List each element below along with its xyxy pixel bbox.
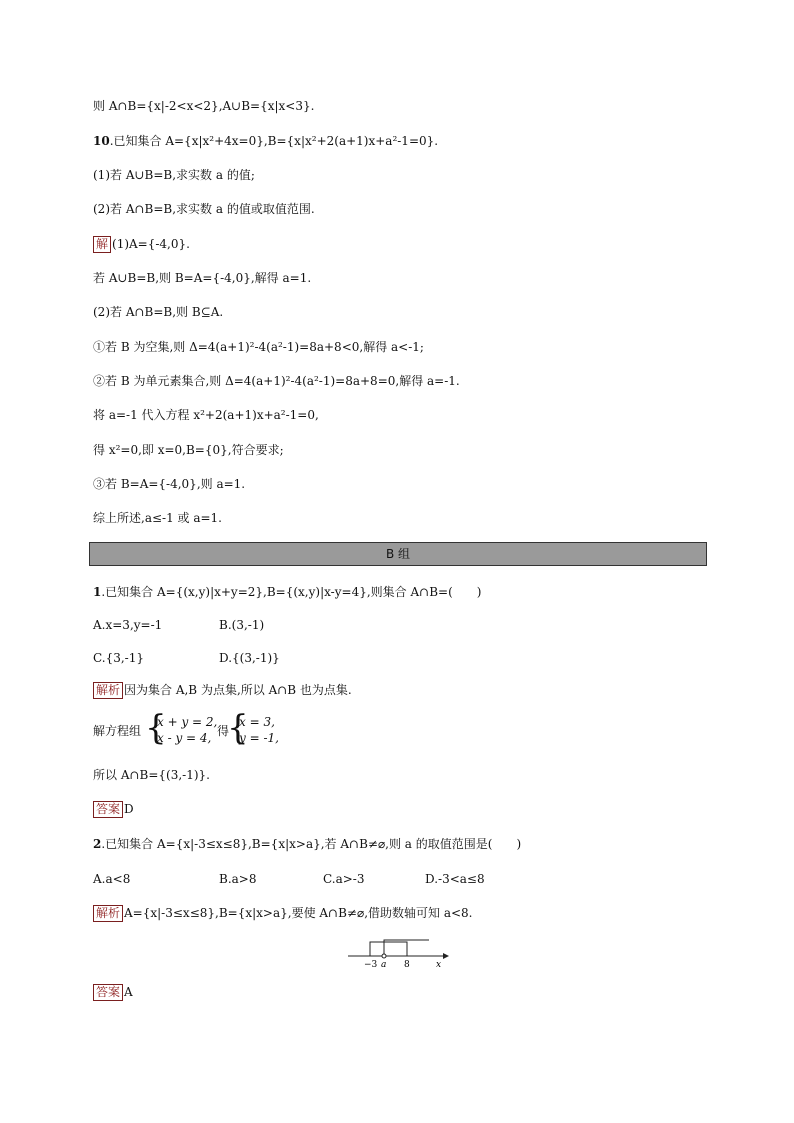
analysis-text: A={x|-3≤x≤8},B={x|x>a},要使 A∩B≠⌀,借助数轴可知 a<8. bbox=[124, 906, 473, 920]
solution-text: (1)A={-4,0}. bbox=[112, 237, 190, 251]
solution-line: ②若 B 为单元素集合,则 Δ=4(a+1)²-4(a²-1)=8a+8=0,解得 a=-1. bbox=[93, 374, 460, 388]
tick-label: −3 bbox=[364, 960, 378, 970]
equation-row: y = -1, bbox=[239, 731, 279, 745]
question-text: .已知集合 A={x|-3≤x≤8},B={x|x>a},若 A∩B≠⌀,则 a 的取值范围是( ) bbox=[101, 837, 522, 851]
option-b: B.a>8 bbox=[219, 872, 257, 886]
question-number: 2 bbox=[93, 837, 102, 851]
option-d: D.-3<a≤8 bbox=[425, 872, 485, 886]
analysis-line bbox=[93, 682, 352, 699]
equation-row: x = 3, bbox=[239, 715, 275, 729]
tick-label: a bbox=[381, 960, 387, 970]
question-text: .已知集合 A={(x,y)|x+y=2},B={(x,y)|x-y=4},则集合 A∩B=( ) bbox=[101, 585, 482, 599]
equation-mid: 得 bbox=[217, 724, 230, 738]
option-c: C.a>-3 bbox=[323, 872, 365, 886]
question-text: .已知集合 A={x|x²+4x=0},B={x|x²+2(a+1)x+a²-1=0}. bbox=[109, 134, 439, 148]
analysis-text: 因为集合 A,B 为点集,所以 A∩B 也为点集. bbox=[124, 683, 352, 697]
solution-line bbox=[93, 236, 190, 253]
arrow-icon bbox=[443, 953, 449, 959]
left-brace-icon: { bbox=[227, 708, 249, 748]
question-2 bbox=[93, 836, 521, 852]
option-a: A.x=3,y=-1 bbox=[93, 618, 163, 632]
axis-label: x bbox=[436, 960, 442, 970]
answer-tag: 答案 bbox=[93, 801, 123, 818]
solution-line: 若 A∪B=B,则 B=A={-4,0},解得 a=1. bbox=[93, 271, 312, 285]
equation-row: x + y = 2, bbox=[157, 715, 218, 729]
question-number: 10 bbox=[93, 134, 110, 148]
left-brace-icon: { bbox=[145, 708, 167, 748]
option-b: B.(3,-1) bbox=[219, 618, 265, 632]
solution-line: (2)若 A∩B=B,则 B⊆A. bbox=[93, 305, 224, 319]
open-point bbox=[382, 954, 386, 958]
solution-line: ①若 B 为空集,则 Δ=4(a+1)²-4(a²-1)=8a+8<0,解得 a<-1; bbox=[93, 340, 424, 354]
number-line-diagram bbox=[345, 936, 450, 970]
answer-line bbox=[93, 801, 134, 818]
solution-line: 得 x²=0,即 x=0,B={0},符合要求; bbox=[93, 443, 284, 457]
analysis-line bbox=[93, 905, 473, 922]
tick-label: 8 bbox=[404, 960, 410, 970]
analysis-tag: 解析 bbox=[93, 905, 123, 922]
solution-line: 将 a=-1 代入方程 x²+2(a+1)x+a²-1=0, bbox=[93, 408, 319, 422]
answer-value: A bbox=[124, 985, 133, 999]
question-10 bbox=[93, 133, 438, 149]
set-a-bracket bbox=[370, 942, 407, 956]
option-d: D.{(3,-1)} bbox=[219, 651, 280, 665]
answer-tag: 答案 bbox=[93, 984, 123, 1001]
analysis-tag: 解析 bbox=[93, 682, 123, 699]
question-1 bbox=[93, 584, 481, 600]
text-line: 则 A∩B={x|-2<x<2},A∪B={x|x<3}. bbox=[93, 99, 315, 113]
section-banner: B 组 bbox=[89, 542, 707, 566]
option-a: A.a<8 bbox=[93, 872, 131, 886]
solution-line: ③若 B=A={-4,0},则 a=1. bbox=[93, 477, 246, 491]
equation-row: x - y = 4, bbox=[157, 731, 212, 745]
answer-line bbox=[93, 984, 133, 1001]
option-c: C.{3,-1} bbox=[93, 651, 144, 665]
conclusion-line: 所以 A∩B={(3,-1)}. bbox=[93, 768, 210, 782]
question-part-2: (2)若 A∩B=B,求实数 a 的值或取值范围. bbox=[93, 202, 315, 216]
answer-value: D bbox=[124, 802, 134, 816]
question-number: 1 bbox=[93, 585, 102, 599]
solution-line: 综上所述,a≤-1 或 a=1. bbox=[93, 511, 223, 525]
question-part-1: (1)若 A∪B=B,求实数 a 的值; bbox=[93, 168, 255, 182]
solution-tag: 解 bbox=[93, 236, 111, 253]
equation-prefix: 解方程组 bbox=[93, 724, 142, 738]
